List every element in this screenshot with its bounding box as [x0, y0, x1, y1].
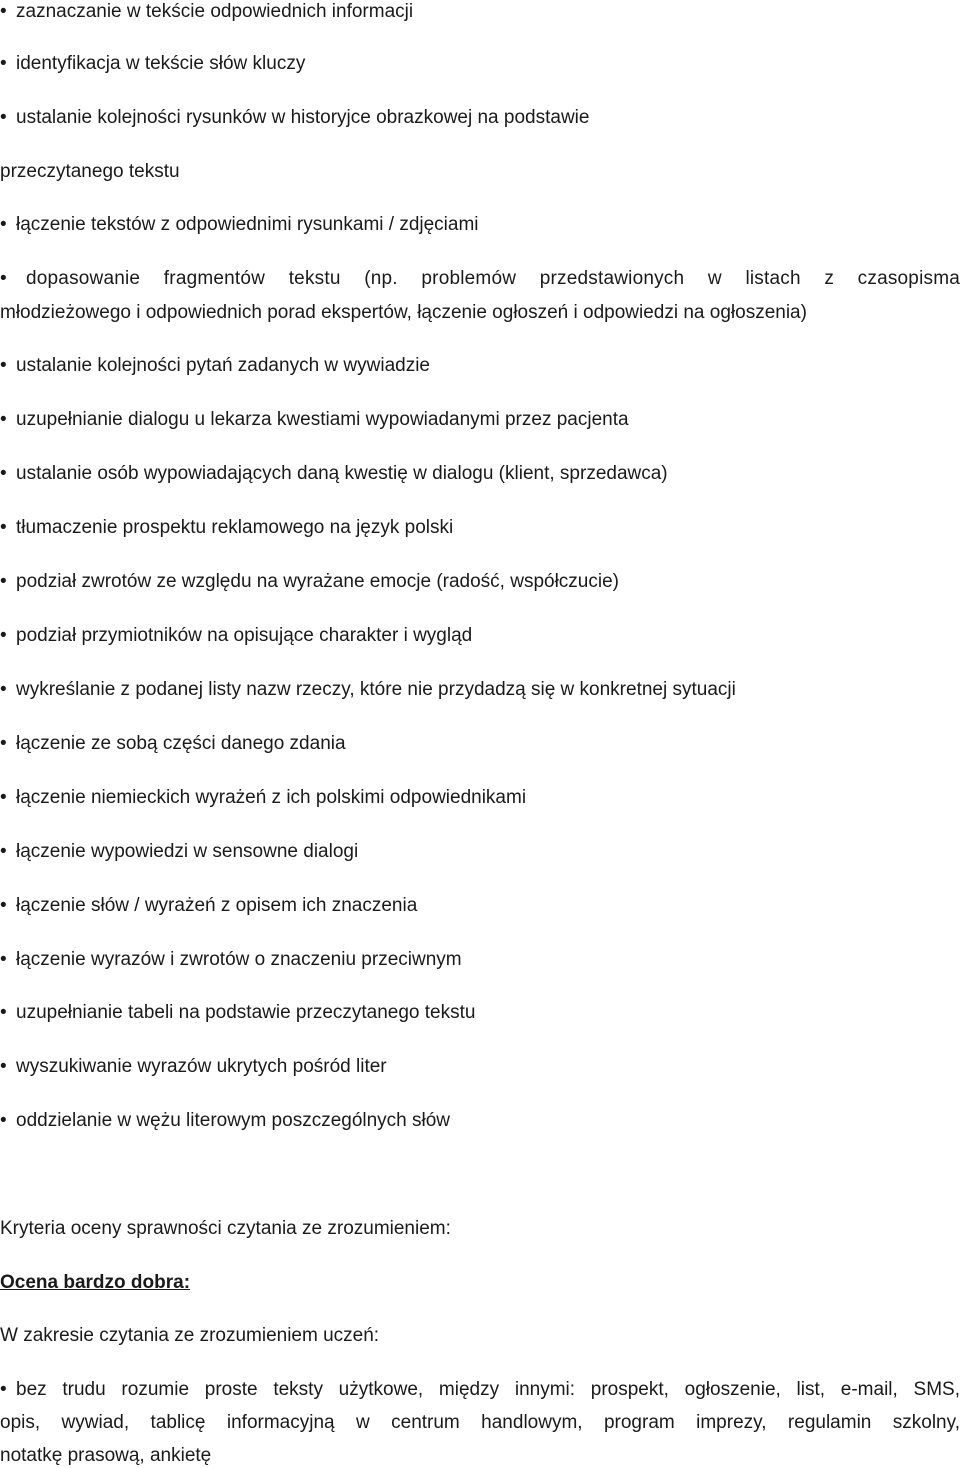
list-item-long-continuation: młodzieżowego i odpowiednich porad ekspertów, łączenie ogłoszeń i odpowiedzi na ogłoszenia) — [0, 302, 807, 323]
bullet-icon: • — [0, 895, 7, 916]
list-item: • podział przymiotników na opisujące charakter i wygląd — [0, 625, 473, 646]
list-item: • identyfikacja w tekście słów kluczy — [0, 53, 306, 74]
bullet-icon: • — [0, 1056, 7, 1077]
bullet-icon: • — [0, 949, 7, 970]
bullet-icon: • — [0, 787, 7, 808]
list-item: • podział zwrotów ze względu na wyrażane emocje (radość, współczucie) — [0, 571, 619, 592]
list-item: • łączenie niemieckich wyrażeń z ich polskimi odpowiednikami — [0, 787, 527, 808]
bullet-icon: • — [0, 214, 7, 235]
scope-text: W zakresie czytania ze zrozumieniem uczeń: — [0, 1325, 380, 1346]
bullet-icon: • — [0, 1, 7, 22]
bullet-icon: • — [0, 625, 7, 646]
list-item-long: • dopasowanie fragmentów tekstu (np. problemów przedstawionych w listach z czasopisma — [0, 268, 960, 289]
bullet-icon: • — [0, 355, 7, 376]
list-item: • wykreślanie z podanej listy nazw rzeczy, które nie przydadzą się w konkretnej sytuacji — [0, 679, 736, 700]
bullet-icon: • — [0, 679, 7, 700]
list-item: • łączenie tekstów z odpowiednimi rysunkami / zdjęciami — [0, 214, 479, 235]
bullet-icon: • — [0, 1002, 7, 1023]
grade-heading: Ocena bardzo dobra: — [0, 1272, 191, 1293]
list-item: • łączenie słów / wyrażeń z opisem ich znaczenia — [0, 895, 418, 916]
list-item: • ustalanie kolejności rysunków w historyjce obrazkowej na podstawie — [0, 107, 590, 128]
list-item: • łączenie wyrazów i zwrotów o znaczeniu przeciwnym — [0, 949, 462, 970]
list-item-continuation: przeczytanego tekstu — [0, 161, 180, 182]
list-item: • zaznaczanie w tekście odpowiednich informacji — [0, 1, 414, 22]
bullet-icon: • — [0, 1110, 7, 1131]
bullet-icon: • — [0, 517, 7, 538]
list-item: • ustalanie osób wypowiadających daną kwestię w dialogu (klient, sprzedawca) — [0, 463, 668, 484]
bullet-icon: • — [0, 841, 7, 862]
list-item: • uzupełnianie dialogu u lekarza kwestiami wypowiadanymi przez pacjenta — [0, 409, 629, 430]
list-item: • łączenie wypowiedzi w sensowne dialogi — [0, 841, 359, 862]
bullet-icon: • — [0, 571, 7, 592]
list-item: • tłumaczenie prospektu reklamowego na język polski — [0, 517, 454, 538]
bullet-icon: • — [0, 53, 7, 74]
final-list-item-continuation: opis, wywiad, tablicę informacyjną w centrum handlowym, program imprezy, regulamin szkolny, — [0, 1412, 960, 1433]
bullet-icon: • — [0, 733, 7, 754]
list-item: • łączenie ze sobą części danego zdania — [0, 733, 346, 754]
bullet-icon: • — [0, 1379, 7, 1400]
bullet-icon: • — [0, 409, 7, 430]
list-item: • ustalanie kolejności pytań zadanych w wywiadzie — [0, 355, 431, 376]
final-list-item: • bez trudu rozumie proste teksty użytkowe, między innymi: prospekt, ogłoszenie, list, e-mail, SMS, — [0, 1379, 960, 1400]
list-item: • uzupełnianie tabeli na podstawie przeczytanego tekstu — [0, 1002, 476, 1023]
bullet-icon: • — [0, 268, 7, 289]
list-item: • oddzielanie w wężu literowym poszczególnych słów — [0, 1110, 451, 1131]
bullet-icon: • — [0, 463, 7, 484]
bullet-icon: • — [0, 107, 7, 128]
list-item: • wyszukiwanie wyrazów ukrytych pośród liter — [0, 1056, 387, 1077]
criteria-heading: Kryteria oceny sprawności czytania ze zrozumieniem: — [0, 1218, 451, 1239]
final-list-item-continuation: notatkę prasową, ankietę — [0, 1445, 212, 1466]
